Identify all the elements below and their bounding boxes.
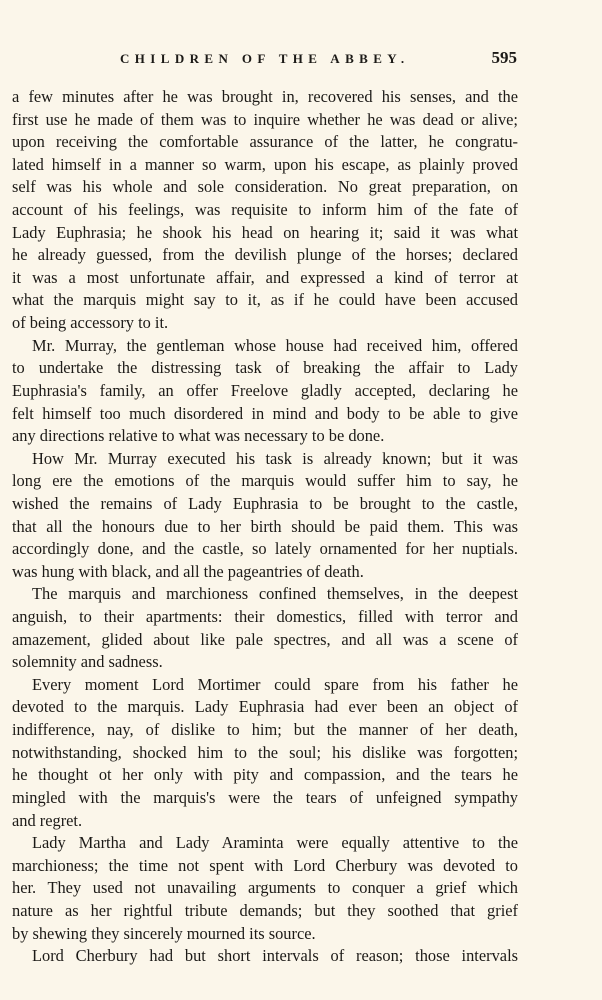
running-head: CHILDREN OF THE ABBEY.: [120, 51, 410, 66]
text-line: it was a most unfortunate affair, and expressed a kind of terror at: [12, 267, 518, 287]
text-line: a few minutes after he was brought in, recovered his senses, and the: [12, 87, 518, 106]
text-line: nature as her rightful tribute demands; but they soothed that grief: [12, 900, 518, 920]
text-line: and regret.: [12, 810, 83, 830]
text-line: what the marquis might say to it, as if he could have been accused: [12, 290, 518, 310]
text-line: Lord Cherbury had but short intervals of reason; those intervals: [32, 946, 518, 966]
text-line: by shewing they sincerely mourned its source.: [12, 923, 316, 943]
text-line: indifference, nay, of dislike to him; but the manner of her death,: [12, 720, 518, 740]
text-line: How Mr. Murray executed his task is already known; but it was: [32, 448, 518, 468]
text-line: of being accessory to it.: [12, 313, 169, 333]
text-line: was hung with black, and all the pageantries of death.: [12, 561, 364, 581]
text-line: anguish, to their apartments: their domestics, filled with terror and: [12, 607, 518, 627]
text-line: devoted to the marquis. Lady Euphrasia had ever been an object of: [12, 697, 518, 717]
text-line: marchioness; the time not spent with Lord Cherbury was devoted to: [12, 855, 518, 875]
text-line: first use he made of them was to inquire whether he was dead or alive;: [12, 109, 518, 129]
text-line: to undertake the distressing task of breaking the affair to Lady: [12, 358, 518, 378]
text-line: upon receiving the comfortable assurance of the latter, he congratu-: [12, 132, 518, 152]
text-line: notwithstanding, shocked him to the soul; his dislike was forgotten;: [12, 742, 518, 762]
text-line: accordingly done, and the castle, so lately ornamented for her nuptials.: [12, 539, 518, 559]
text-line: he already guessed, from the devilish plunge of the horses; declared: [12, 245, 518, 265]
page-number: 595: [491, 48, 517, 67]
body-text: [12, 86, 518, 968]
text-line: any directions relative to what was necessary to be done.: [12, 426, 385, 446]
text-line: lated himself in a manner so warm, upon his escape, as plainly proved: [12, 154, 518, 174]
text-line: Mr. Murray, the gentleman whose house had received him, offered: [32, 335, 518, 355]
text-line: Euphrasia's family, an offer Freelove gladly accepted, declaring he: [12, 380, 518, 400]
text-line: account of his feelings, was requisite to inform him of the fate of: [12, 200, 518, 220]
text-line: he thought ot her only with pity and compassion, and the tears he: [12, 765, 518, 785]
text-line: long ere the emotions of the marquis would suffer him to say, he: [12, 471, 518, 491]
text-line: The marquis and marchioness confined themselves, in the deepest: [32, 584, 518, 604]
page-header: [120, 48, 520, 70]
text-line: felt himself too much disordered in mind and body to be able to give: [12, 403, 518, 423]
text-line: self was his whole and sole consideration. No great preparation, on: [12, 177, 518, 197]
text-line: her. They used not unavailing arguments to conquer a grief which: [12, 878, 518, 898]
text-line: solemnity and sadness.: [12, 652, 163, 672]
text-line: wished the remains of Lady Euphrasia to be brought to the castle,: [12, 493, 518, 513]
text-line: Every moment Lord Mortimer could spare from his father he: [32, 674, 518, 694]
text-line: Lady Euphrasia; he shook his head on hearing it; said it was what: [12, 222, 518, 242]
text-line: amazement, glided about like pale spectres, and all was a scene of: [12, 629, 518, 649]
text-line: Lady Martha and Lady Araminta were equally attentive to the: [32, 833, 518, 853]
text-line: that all the honours due to her birth should be paid them. This was: [12, 516, 518, 536]
text-line: mingled with the marquis's were the tears of unfeigned sympathy: [12, 787, 518, 807]
